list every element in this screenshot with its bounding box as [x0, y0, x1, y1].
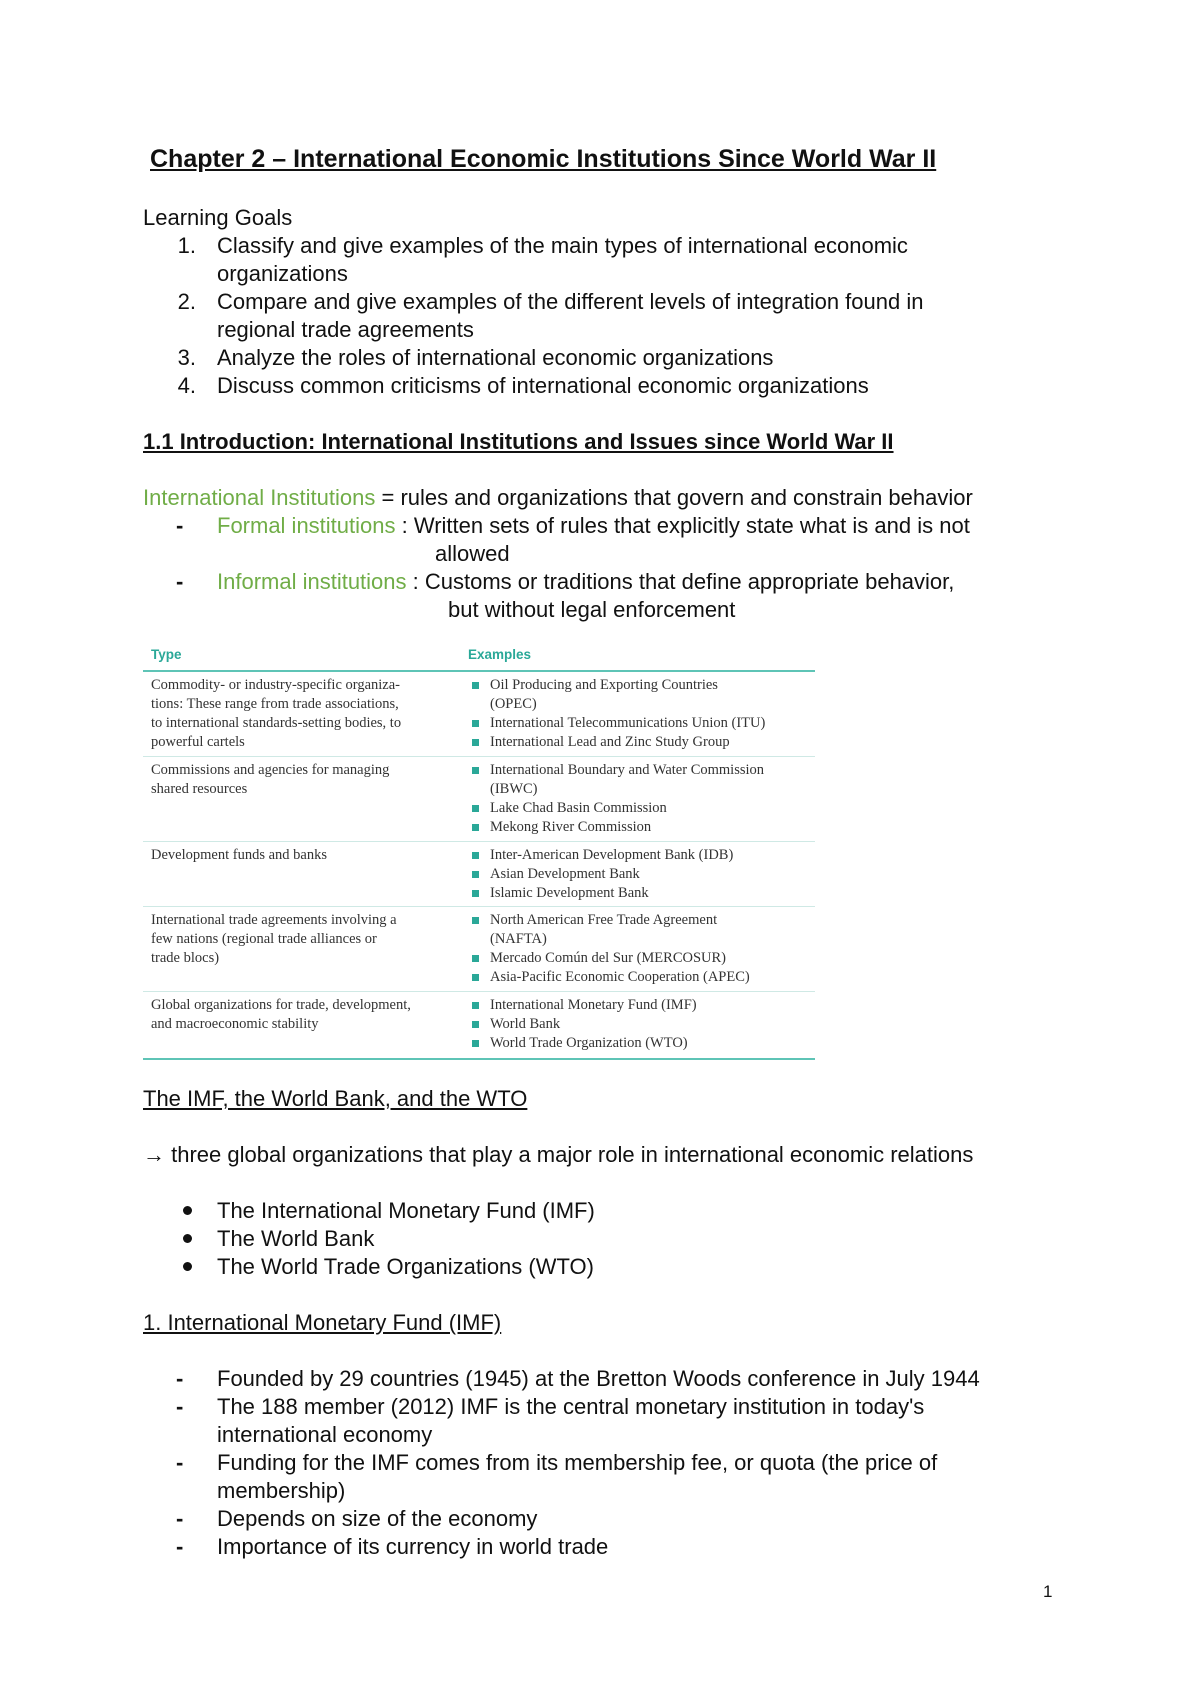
page-title: Chapter 2 – International Economic Institutions Since World War II [150, 145, 937, 173]
table-row [143, 672, 815, 757]
example-text: Oil Producing and Exporting Countries [490, 677, 718, 693]
example-text: International Lead and Zinc Study Group [490, 734, 730, 750]
dash-bullet: - [176, 1534, 184, 1559]
goal-number: 4. [177, 373, 196, 398]
goal-text: organizations [217, 261, 348, 286]
example-text: (IBWC) [490, 781, 538, 797]
definition-term: International Institutions [143, 485, 376, 510]
examples-cell [470, 676, 815, 752]
example-text: North American Free Trade Agreement [490, 912, 718, 928]
square-bullet-icon [472, 1021, 479, 1028]
goal-number: 3. [177, 345, 196, 370]
list-item: Depends on size of the economy [217, 1506, 538, 1531]
square-bullet-icon [472, 1040, 479, 1047]
dash-bullet: - [176, 1506, 184, 1531]
goal-text: Discuss common criticisms of international economic organizations [217, 373, 869, 398]
table-row [143, 992, 815, 1060]
table-row [143, 907, 815, 992]
square-bullet-icon [472, 720, 479, 727]
type-line: tions: These range from trade associations, [151, 696, 399, 712]
example-text: World Bank [490, 1016, 561, 1032]
list-item: The World Trade Organizations (WTO) [217, 1254, 594, 1279]
formal-text-cont: allowed [435, 541, 510, 566]
type-cell [151, 911, 451, 968]
examples-cell [470, 996, 815, 1053]
page-number: 1 [1043, 1582, 1053, 1601]
example-text: Asia-Pacific Economic Cooperation (APEC) [490, 969, 750, 985]
bullet-dot-icon [183, 1262, 192, 1271]
example-item [470, 865, 815, 884]
informal-text: : Customs or traditions that define appropriate behavior, [406, 569, 955, 594]
example-item [470, 676, 815, 714]
examples-cell [470, 911, 815, 987]
type-line: International trade agreements involving a [151, 912, 397, 928]
example-item [470, 714, 815, 733]
table-row [143, 757, 815, 842]
dash-bullet: - [176, 569, 184, 594]
example-text: Lake Chad Basin Commission [490, 800, 667, 816]
example-text: (NAFTA) [490, 931, 547, 947]
type-line: Commissions and agencies for managing [151, 762, 390, 778]
learning-goals-heading: Learning Goals [143, 205, 293, 230]
example-item [470, 733, 815, 752]
goal-text: Analyze the roles of international economic organizations [217, 345, 774, 370]
example-text: International Monetary Fund (IMF) [490, 997, 697, 1013]
goal-text: Compare and give examples of the different levels of integration found in [217, 289, 924, 314]
dash-bullet: - [176, 1394, 184, 1419]
square-bullet-icon [472, 955, 479, 962]
square-bullet-icon [472, 1002, 479, 1009]
square-bullet-icon [472, 739, 479, 746]
square-bullet-icon [472, 805, 479, 812]
imf-heading: 1. International Monetary Fund (IMF) [143, 1310, 502, 1335]
type-cell [151, 761, 451, 799]
informal-term: Informal institutions [217, 569, 407, 594]
list-item: The 188 member (2012) IMF is the central monetary institution in today's [217, 1394, 925, 1419]
type-line: powerful cartels [151, 734, 245, 750]
square-bullet-icon [472, 824, 479, 831]
dash-bullet: - [176, 1450, 184, 1475]
type-line: Commodity- or industry-specific organiza- [151, 677, 400, 693]
example-item [470, 1034, 815, 1053]
square-bullet-icon [472, 974, 479, 981]
example-item [470, 968, 815, 987]
list-item: Importance of its currency in world trade [217, 1534, 609, 1559]
goal-number: 1. [177, 233, 196, 258]
list-item-cont: international economy [217, 1422, 433, 1447]
informal-line [217, 568, 954, 596]
example-text: (OPEC) [490, 696, 537, 712]
example-item [470, 818, 815, 837]
dash-bullet: - [176, 513, 184, 538]
bullet-dot-icon [183, 1206, 192, 1215]
list-item: Funding for the IMF comes from its membership fee, or quota (the price of [217, 1450, 938, 1475]
type-cell [151, 996, 451, 1034]
type-line: few nations (regional trade alliances or [151, 931, 377, 947]
right-arrow-icon: → [143, 1142, 165, 1167]
square-bullet-icon [472, 767, 479, 774]
table-header [143, 644, 815, 672]
type-line: Global organizations for trade, development, [151, 997, 411, 1013]
examples-cell [470, 846, 815, 903]
example-item [470, 761, 815, 799]
goal-number: 2. [177, 289, 196, 314]
column-header-type: Type [151, 647, 182, 662]
example-item [470, 846, 815, 865]
example-text: International Boundary and Water Commission [490, 762, 765, 778]
example-text: Mekong River Commission [490, 819, 652, 835]
bullet-dot-icon [183, 1234, 192, 1243]
list-item: Founded by 29 countries (1945) at the Bretton Woods conference in July 1944 [217, 1366, 980, 1391]
example-item [470, 996, 815, 1015]
type-line: shared resources [151, 781, 248, 797]
square-bullet-icon [472, 852, 479, 859]
definition-line [143, 484, 973, 512]
example-item [470, 799, 815, 818]
example-item [470, 884, 815, 903]
type-cell [151, 676, 451, 752]
definition-text: = rules and organizations that govern and constrain behavior [375, 485, 973, 510]
goal-text: regional trade agreements [217, 317, 474, 342]
formal-text: : Written sets of rules that explicitly state what is and is not [395, 513, 970, 538]
list-item: The International Monetary Fund (IMF) [217, 1198, 595, 1223]
square-bullet-icon [472, 871, 479, 878]
dash-bullet: - [176, 1366, 184, 1391]
list-item-cont: membership) [217, 1478, 346, 1503]
type-line: trade blocs) [151, 950, 220, 966]
example-text: Asian Development Bank [490, 866, 640, 882]
example-text: Inter-American Development Bank (IDB) [490, 847, 734, 863]
intro-line [143, 1141, 973, 1169]
example-item [470, 911, 815, 949]
example-text: Mercado Común del Sur (MERCOSUR) [490, 950, 727, 966]
informal-text-cont: but without legal enforcement [448, 597, 736, 622]
formal-line [217, 512, 970, 540]
subsection-heading: The IMF, the World Bank, and the WTO [143, 1086, 528, 1111]
intro-text: three global organizations that play a major role in international economic relations [165, 1142, 974, 1167]
type-line: and macroeconomic stability [151, 1016, 319, 1032]
example-text: World Trade Organization (WTO) [490, 1035, 688, 1051]
examples-cell [470, 761, 815, 837]
square-bullet-icon [472, 917, 479, 924]
example-item [470, 1015, 815, 1034]
type-cell [151, 846, 451, 865]
table-row [143, 842, 815, 907]
list-item: The World Bank [217, 1226, 375, 1251]
example-text: International Telecommunications Union (ITU) [490, 715, 766, 731]
goal-text: Classify and give examples of the main types of international economic [217, 233, 908, 258]
example-item [470, 949, 815, 968]
formal-term: Formal institutions [217, 513, 396, 538]
type-line: to international standards-setting bodies, to [151, 715, 402, 731]
square-bullet-icon [472, 890, 479, 897]
example-text: Islamic Development Bank [490, 885, 649, 901]
column-header-examples: Examples [468, 647, 532, 662]
section-heading: 1.1 Introduction: International Institutions and Issues since World War II [143, 429, 894, 454]
square-bullet-icon [472, 682, 479, 689]
type-line: Development funds and banks [151, 847, 327, 863]
